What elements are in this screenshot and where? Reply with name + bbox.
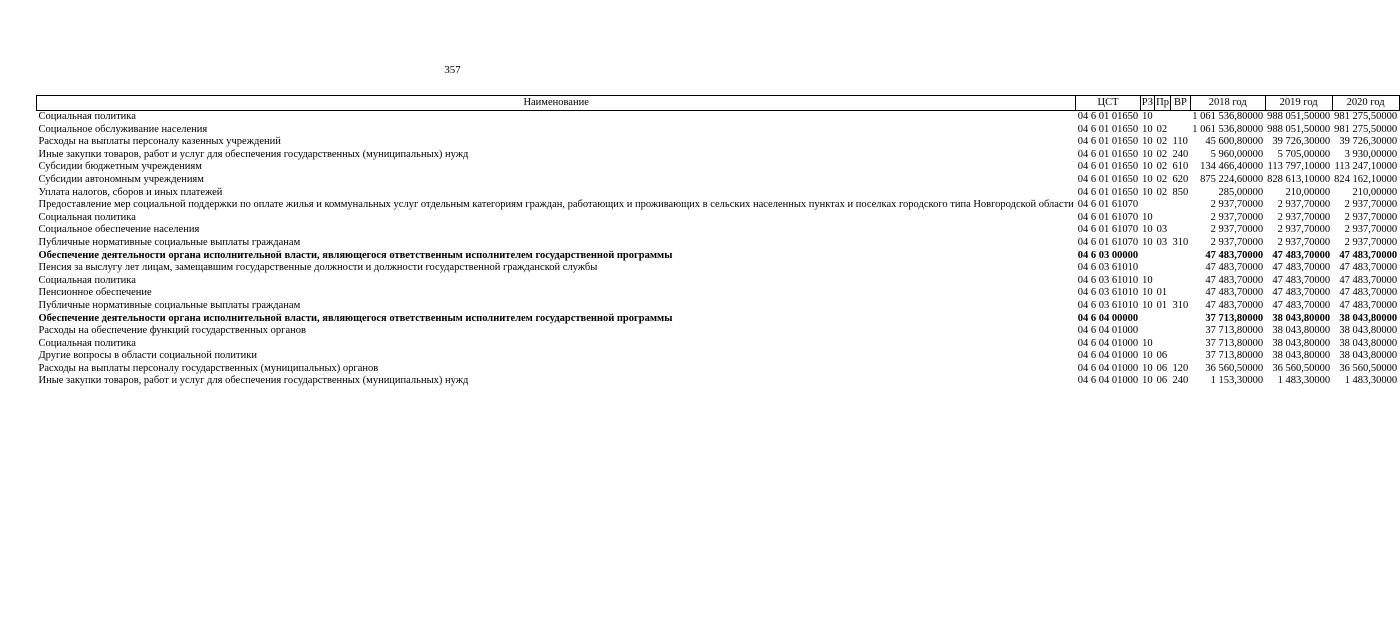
table-row [37, 149, 1400, 162]
row-rz-cell: 10 [1142, 123, 1153, 135]
row-name-cell: Расходы на выплаты персоналу государственных (муниципальных) органов [38, 362, 379, 374]
table-row [37, 187, 1400, 200]
column-header-2018: 2018 год [1190, 96, 1265, 111]
row-name-cell: Социальная политика [38, 211, 136, 223]
row-2020-cell: 47 483,70000 [1339, 299, 1398, 311]
table-row [37, 300, 1400, 313]
table-header-row [37, 96, 1400, 111]
row-2020-cell: 981 275,50000 [1334, 111, 1398, 122]
row-rz-cell: 10 [1142, 236, 1153, 248]
row-cst-cell: 04 6 01 01650 [1077, 186, 1139, 198]
row-cst-cell: 04 6 04 01000 [1077, 337, 1139, 349]
row-vr-cell [1171, 199, 1191, 212]
row-2018-cell: 1 061 536,80000 [1192, 123, 1264, 135]
row-2019-cell: 38 043,80000 [1272, 312, 1331, 324]
row-2020-cell: 36 560,50000 [1339, 362, 1398, 374]
row-name-cell: Субсидии автономным учреждениям [38, 173, 204, 185]
row-2020-cell: 2 937,70000 [1344, 199, 1398, 211]
row-rz-cell: 10 [1142, 362, 1153, 374]
table-row [37, 212, 1400, 225]
row-cst-cell: 04 6 01 01650 [1077, 161, 1139, 173]
row-name-cell: Социальное обслуживание населения [38, 123, 208, 135]
row-2020-cell: 981 275,50000 [1334, 123, 1398, 135]
row-rz-cell [1140, 313, 1155, 326]
row-2020-cell: 1 483,30000 [1344, 375, 1398, 387]
row-rz-cell: 10 [1142, 224, 1153, 236]
row-pr-cell: 03 [1156, 224, 1168, 236]
row-cst-cell: 04 6 03 00000 [1077, 249, 1139, 261]
row-2018-cell: 134 466,40000 [1200, 161, 1264, 173]
table-row-section [37, 250, 1400, 263]
row-name-cell: Другие вопросы в области социальной политики [38, 350, 257, 362]
row-pr-cell: 02 [1156, 161, 1168, 173]
row-vr-cell [1171, 338, 1191, 351]
row-name-cell: Публичные нормативные социальные выплаты гражданам [38, 236, 301, 248]
row-2019-cell: 47 483,70000 [1272, 299, 1331, 311]
row-pr-cell: 06 [1156, 350, 1168, 362]
row-2018-cell: 875 224,60000 [1200, 173, 1264, 185]
row-2018-cell: 285,00000 [1218, 186, 1264, 198]
row-cst-cell: 04 6 04 01000 [1077, 350, 1139, 362]
row-2020-cell: 3 930,00000 [1344, 148, 1398, 160]
row-2018-cell: 47 483,70000 [1205, 299, 1264, 311]
budget-table [36, 95, 1400, 388]
row-pr-cell [1155, 111, 1171, 124]
row-pr-cell [1155, 212, 1171, 225]
row-cst-cell: 04 6 04 00000 [1077, 312, 1139, 324]
row-2018-cell: 37 713,80000 [1205, 325, 1264, 337]
row-name-cell: Расходы на выплаты персоналу казенных учреждений [38, 136, 281, 148]
row-2020-cell: 38 043,80000 [1339, 337, 1398, 349]
row-name-cell: Обеспечение деятельности органа исполнительной власти, являющегося ответственным исполнителем государственной программы [38, 249, 673, 261]
row-2018-cell: 1 061 536,80000 [1192, 111, 1264, 122]
row-cst-cell: 04 6 01 01650 [1077, 123, 1139, 135]
row-2020-cell: 2 937,70000 [1344, 224, 1398, 236]
table-row [37, 124, 1400, 137]
table-row [37, 174, 1400, 187]
row-2018-cell: 47 483,70000 [1205, 249, 1264, 261]
row-pr-cell: 02 [1156, 136, 1168, 148]
column-header-rz: РЗ [1140, 96, 1155, 111]
row-pr-cell [1155, 275, 1171, 288]
row-rz-cell [1140, 262, 1155, 275]
row-vr-cell [1171, 124, 1191, 137]
row-2018-cell: 47 483,70000 [1205, 262, 1264, 274]
column-header-vr: ВР [1171, 96, 1191, 111]
row-name-cell: Предоставление мер социальной поддержки по оплате жилья и коммунальных услуг отдельным категориям граждан, работающих и проживающих в сельских населенных пунктах и поселках городского типа Новгородской области [38, 199, 1074, 211]
row-2019-cell: 988 051,50000 [1267, 123, 1331, 135]
table-row [37, 199, 1400, 212]
row-vr-cell [1171, 313, 1191, 326]
row-rz-cell: 10 [1142, 111, 1153, 122]
row-2020-cell: 39 726,30000 [1339, 136, 1398, 148]
row-vr-cell: 120 [1172, 362, 1189, 374]
row-2020-cell: 47 483,70000 [1339, 249, 1398, 261]
row-2020-cell: 824 162,10000 [1334, 173, 1398, 185]
row-cst-cell: 04 6 01 61070 [1077, 224, 1139, 236]
row-pr-cell: 01 [1156, 287, 1168, 299]
row-name-cell: Социальное обеспечение населения [38, 224, 200, 236]
row-name-cell: Социальная политика [38, 274, 136, 286]
row-2019-cell: 828 613,10000 [1267, 173, 1331, 185]
row-pr-cell [1155, 250, 1171, 263]
row-2020-cell: 2 937,70000 [1344, 211, 1398, 223]
table-row [37, 350, 1400, 363]
row-2018-cell: 37 713,80000 [1205, 350, 1264, 362]
row-cst-cell: 04 6 04 01000 [1077, 362, 1139, 374]
row-2020-cell: 113 247,10000 [1334, 161, 1398, 173]
row-vr-cell: 610 [1172, 161, 1189, 173]
row-2019-cell: 47 483,70000 [1272, 262, 1331, 274]
column-header-2019: 2019 год [1265, 96, 1332, 111]
row-vr-cell [1171, 262, 1191, 275]
row-2019-cell: 210,00000 [1285, 186, 1331, 198]
row-2019-cell: 47 483,70000 [1272, 249, 1331, 261]
row-rz-cell: 10 [1142, 287, 1153, 299]
row-rz-cell [1140, 250, 1155, 263]
row-rz-cell: 10 [1142, 274, 1153, 286]
table-row [37, 325, 1400, 338]
table-body [37, 111, 1400, 389]
row-2019-cell: 2 937,70000 [1277, 211, 1331, 223]
row-pr-cell: 03 [1156, 236, 1168, 248]
row-2019-cell: 5 705,00000 [1277, 148, 1331, 160]
row-name-cell: Иные закупки товаров, работ и услуг для обеспечения государственных (муниципальных) нужд [38, 375, 469, 387]
row-pr-cell: 01 [1156, 299, 1168, 311]
row-2020-cell: 210,00000 [1352, 186, 1398, 198]
row-pr-cell [1155, 338, 1171, 351]
row-2020-cell: 2 937,70000 [1344, 236, 1398, 248]
row-pr-cell [1155, 262, 1171, 275]
table-row [37, 338, 1400, 351]
row-vr-cell: 240 [1172, 148, 1189, 160]
row-2019-cell: 39 726,30000 [1272, 136, 1331, 148]
row-rz-cell: 10 [1142, 350, 1153, 362]
row-2018-cell: 45 600,80000 [1205, 136, 1264, 148]
row-rz-cell: 10 [1142, 337, 1153, 349]
row-vr-cell [1171, 212, 1191, 225]
row-vr-cell: 240 [1172, 375, 1189, 387]
row-cst-cell: 04 6 03 61010 [1077, 262, 1139, 274]
row-vr-cell [1171, 224, 1191, 237]
row-cst-cell: 04 6 04 01000 [1077, 325, 1139, 337]
row-vr-cell [1171, 325, 1191, 338]
row-name-cell: Расходы на обеспечение функций государственных органов [38, 325, 306, 337]
row-name-cell: Пенсия за выслугу лет лицам, замещавшим государственные должности и должности государственной гражданской службы [38, 262, 598, 274]
row-rz-cell [1140, 325, 1155, 338]
row-cst-cell: 04 6 01 01650 [1077, 111, 1139, 122]
row-2018-cell: 37 713,80000 [1205, 337, 1264, 349]
row-pr-cell: 02 [1156, 186, 1168, 198]
row-2019-cell: 38 043,80000 [1272, 337, 1331, 349]
row-2018-cell: 2 937,70000 [1210, 199, 1264, 211]
row-2020-cell: 47 483,70000 [1339, 274, 1398, 286]
row-pr-cell [1155, 199, 1171, 212]
row-2019-cell: 988 051,50000 [1267, 111, 1331, 122]
page-number: 357 [444, 64, 461, 76]
row-2019-cell: 2 937,70000 [1277, 199, 1331, 211]
row-name-cell: Социальная политика [38, 337, 136, 349]
table-row [37, 136, 1400, 149]
row-vr-cell: 310 [1172, 236, 1189, 248]
row-cst-cell: 04 6 01 61070 [1077, 211, 1139, 223]
column-header-cst: ЦСТ [1076, 96, 1140, 111]
row-2018-cell: 2 937,70000 [1210, 211, 1264, 223]
row-rz-cell: 10 [1142, 186, 1153, 198]
row-2019-cell: 2 937,70000 [1277, 224, 1331, 236]
row-pr-cell [1155, 325, 1171, 338]
row-rz-cell: 10 [1142, 148, 1153, 160]
table-row [37, 275, 1400, 288]
row-2019-cell: 47 483,70000 [1272, 287, 1331, 299]
row-vr-cell [1171, 350, 1191, 363]
row-2019-cell: 2 937,70000 [1277, 236, 1331, 248]
row-name-cell: Пенсионное обеспечение [38, 287, 152, 299]
row-vr-cell [1171, 111, 1191, 124]
row-2020-cell: 38 043,80000 [1339, 325, 1398, 337]
row-2018-cell: 1 153,30000 [1210, 375, 1264, 387]
table-row-section [37, 313, 1400, 326]
row-cst-cell: 04 6 01 61070 [1077, 199, 1139, 211]
row-vr-cell [1171, 287, 1191, 300]
table-row [37, 262, 1400, 275]
row-name-cell: Публичные нормативные социальные выплаты гражданам [38, 299, 301, 311]
row-2018-cell: 5 960,00000 [1210, 148, 1264, 160]
row-cst-cell: 04 6 03 61010 [1077, 287, 1139, 299]
row-cst-cell: 04 6 01 01650 [1077, 148, 1139, 160]
row-pr-cell: 02 [1156, 173, 1168, 185]
row-rz-cell: 10 [1142, 299, 1153, 311]
table-row [37, 237, 1400, 250]
row-cst-cell: 04 6 01 01650 [1077, 136, 1139, 148]
row-2019-cell: 47 483,70000 [1272, 274, 1331, 286]
row-name-cell: Субсидии бюджетным учреждениям [38, 161, 202, 173]
row-rz-cell: 10 [1142, 136, 1153, 148]
table-row [37, 161, 1400, 174]
row-cst-cell: 04 6 01 01650 [1077, 173, 1139, 185]
row-name-cell: Обеспечение деятельности органа исполнительной власти, являющегося ответственным исполнителем государственной программы [38, 312, 673, 324]
row-vr-cell [1171, 250, 1191, 263]
row-2019-cell: 36 560,50000 [1272, 362, 1331, 374]
row-2019-cell: 113 797,10000 [1267, 161, 1331, 173]
row-vr-cell: 850 [1172, 186, 1189, 198]
row-name-cell: Социальная политика [38, 111, 136, 122]
row-2019-cell: 38 043,80000 [1272, 350, 1331, 362]
table-row [37, 111, 1400, 124]
table-row [37, 287, 1400, 300]
row-2020-cell: 38 043,80000 [1339, 350, 1398, 362]
row-2018-cell: 36 560,50000 [1205, 362, 1264, 374]
row-name-cell: Иные закупки товаров, работ и услуг для обеспечения государственных (муниципальных) нужд [38, 148, 469, 160]
row-pr-cell: 02 [1156, 123, 1168, 135]
row-2018-cell: 47 483,70000 [1205, 274, 1264, 286]
row-2020-cell: 47 483,70000 [1339, 262, 1398, 274]
row-cst-cell: 04 6 03 61010 [1077, 274, 1139, 286]
row-cst-cell: 04 6 01 61070 [1077, 236, 1139, 248]
row-vr-cell: 310 [1172, 299, 1189, 311]
row-2020-cell: 47 483,70000 [1339, 287, 1398, 299]
row-name-cell: Уплата налогов, сборов и иных платежей [38, 186, 223, 198]
row-2018-cell: 37 713,80000 [1205, 312, 1264, 324]
row-rz-cell: 10 [1142, 173, 1153, 185]
row-pr-cell: 06 [1156, 375, 1168, 387]
row-2019-cell: 1 483,30000 [1277, 375, 1331, 387]
table-row [37, 363, 1400, 376]
row-rz-cell: 10 [1142, 161, 1153, 173]
row-pr-cell: 02 [1156, 148, 1168, 160]
row-2020-cell: 38 043,80000 [1339, 312, 1398, 324]
table-row [37, 224, 1400, 237]
row-2019-cell: 38 043,80000 [1272, 325, 1331, 337]
row-pr-cell [1155, 313, 1171, 326]
row-rz-cell: 10 [1142, 211, 1153, 223]
row-rz-cell: 10 [1142, 375, 1153, 387]
column-header-name: Наименование [37, 96, 1076, 111]
row-cst-cell: 04 6 04 01000 [1077, 375, 1139, 387]
row-vr-cell: 620 [1172, 173, 1189, 185]
row-vr-cell [1171, 275, 1191, 288]
row-vr-cell: 110 [1172, 136, 1188, 148]
column-header-2020: 2020 год [1332, 96, 1399, 111]
row-2018-cell: 47 483,70000 [1205, 287, 1264, 299]
row-2018-cell: 2 937,70000 [1210, 236, 1264, 248]
row-rz-cell [1140, 199, 1155, 212]
column-header-pr: Пр [1155, 96, 1171, 111]
row-2018-cell: 2 937,70000 [1210, 224, 1264, 236]
row-pr-cell: 06 [1156, 362, 1168, 374]
row-cst-cell: 04 6 03 61010 [1077, 299, 1139, 311]
table-row [37, 375, 1400, 388]
